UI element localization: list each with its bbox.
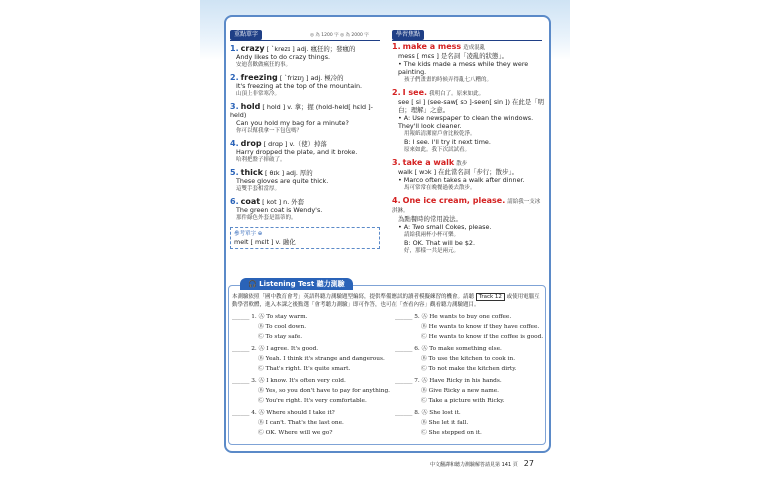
word-info: [ hold ] v. 拿；握 (hold-held[ hɛld ]-held): [230, 103, 373, 119]
question-head: [232, 312, 307, 322]
question-number: 8.: [414, 410, 420, 416]
focus-note: mess [ mɛs ] 是名詞「凌亂的狀態」。: [398, 52, 509, 60]
focus-line: B: I see. I'll try it next time.: [404, 138, 491, 146]
vocab-list: [230, 45, 385, 249]
focus-note: see [ si ] (see-saw[ sɔ ]-seen[ sin ]) 在此是「明白；理解」之意。: [398, 98, 544, 114]
vocab-entry: [230, 103, 385, 135]
focus-zh: 請給我一支冰淇淋。: [392, 199, 541, 214]
answer-blank[interactable]: ______: [395, 346, 415, 352]
focus-phrase: One ice cream, please.: [402, 196, 506, 205]
question-number: 2.: [251, 346, 257, 352]
headword: coat: [240, 197, 261, 206]
focus-line: 請給我兩杯小杯可樂。: [404, 232, 460, 238]
option: Ⓒ You're right. It's very comfortable.: [258, 398, 367, 404]
option: Ⓑ He wants to know if they have coffee.: [421, 324, 540, 330]
option: Ⓒ To not make the kitchen dirty.: [421, 366, 517, 372]
focus-zh: 散步: [456, 161, 468, 167]
entry-head: [230, 103, 385, 119]
example-en: Andy likes to do crazy things.: [236, 53, 331, 61]
example-en: Can you hold my bag for a minute?: [236, 119, 349, 127]
question-head: [395, 312, 543, 322]
answer-blank[interactable]: ______: [232, 410, 252, 416]
page-number: 27: [523, 459, 534, 468]
option: Ⓑ Yes, so you don't have to pay for anything.: [258, 388, 391, 394]
footer-note: 中文翻譯和聽力測驗解答請見第 141 頁: [430, 462, 518, 468]
option: Ⓑ Yeah. I think it's strange and dangerous.: [258, 356, 385, 362]
question: [395, 344, 517, 374]
option: Ⓑ I can't. That's the last one.: [258, 420, 344, 426]
answer-blank[interactable]: ______: [395, 314, 415, 320]
entry-number: 5.: [230, 168, 239, 177]
answer-blank[interactable]: ______: [232, 378, 252, 384]
listening-tag: 🎧 Listening Test 聽力測驗: [240, 278, 353, 290]
focus-zh: 我明白了。原來如此。: [429, 91, 485, 97]
example-en: It's freezing at the top of the mountain.: [236, 82, 363, 90]
option: Ⓒ Take a picture with Ricky.: [421, 398, 505, 404]
entry-number: 3.: [230, 102, 239, 111]
headword: thick: [240, 168, 263, 177]
vocab-levels: ◎ 為 1200 字 ◎ 為 2000 字: [310, 33, 369, 38]
answer-blank[interactable]: ______: [395, 378, 415, 384]
example-en: The green coat is Wendy's.: [236, 206, 323, 214]
listening-title: Listening Test 聽力測驗: [259, 280, 345, 288]
option: Ⓑ To cool down.: [258, 324, 307, 330]
focus-entry: [392, 159, 544, 192]
question-head: [395, 376, 505, 386]
focus-line: 孩子們畫畫的時候弄得亂七八糟的。: [404, 77, 493, 83]
question: [395, 312, 543, 342]
focus-head: [392, 43, 544, 52]
answer-blank[interactable]: ______: [395, 410, 415, 416]
option: Ⓑ She let it fall.: [421, 420, 469, 426]
option: Ⓐ I know. It's often very cold.: [258, 378, 346, 384]
vocab-entry: [230, 198, 385, 222]
focus-phrase: make a mess: [402, 42, 462, 51]
example-zh: 這雙手套相當厚。: [236, 186, 281, 192]
example-zh: 那件綠色外套是溫蒂的。: [236, 215, 297, 221]
entry-number: 6.: [230, 197, 239, 206]
divider: [230, 40, 380, 41]
example-zh: 哈利把盤子摔破了。: [236, 157, 286, 163]
question-head: [232, 376, 390, 386]
focus-head: [392, 159, 544, 168]
word-info: [ θɪk ] adj. 厚的: [265, 169, 313, 177]
option: Ⓒ To stay safe.: [258, 334, 303, 340]
question-number: 3.: [251, 378, 257, 384]
question-number: 4.: [251, 410, 257, 416]
intro-text: 或使用電腦互動學習軟體，進入本課之後點選「會考聽力測驗」即可作答，也可在「查看內容」觀看聽力測驗題目。: [232, 294, 540, 308]
question-number: 7.: [414, 378, 420, 384]
entry-head: [230, 45, 385, 53]
footer: [430, 459, 534, 468]
answer-blank[interactable]: ______: [232, 346, 252, 352]
example-zh: 安迪喜歡做瘋狂的事。: [236, 62, 292, 68]
question: [395, 376, 505, 406]
option: Ⓐ To stay warm.: [258, 314, 308, 320]
focus-line: • A: Use newspaper to clean the windows. They'll look cleaner.: [398, 114, 534, 130]
focus-list: [392, 43, 544, 260]
option: Ⓐ Where should I take it?: [258, 410, 335, 416]
focus-number: 1.: [392, 42, 401, 51]
focus-line: • A: Two small Cokes, please.: [398, 223, 492, 231]
focus-phrase: take a walk: [402, 158, 455, 167]
focus-head: [392, 89, 544, 98]
focus-number: 4.: [392, 196, 401, 205]
question-head: [395, 408, 482, 418]
focus-line: 用報紙清潔窗戶會比較乾淨。: [404, 131, 476, 137]
entry-head: [230, 140, 385, 148]
question: [232, 344, 385, 374]
focus-line: • Marco often takes a walk after dinner.: [398, 176, 525, 184]
headword: drop: [240, 139, 262, 148]
example-zh: 山頂上非常寒冷。: [236, 91, 281, 97]
entry-head: [230, 74, 385, 82]
entry-number: 1.: [230, 44, 239, 53]
word-info: [ drɑp ] v.（使）掉落: [263, 140, 327, 148]
example-zh: 你可以幫我拿一下包包嗎？: [236, 128, 303, 134]
word-info: [ ˋkrezɪ ] adj. 瘋狂的；發瘋的: [266, 45, 356, 53]
option: Ⓒ She stepped on it.: [421, 430, 482, 436]
focus-phrase: I see.: [402, 88, 428, 97]
question-number: 5.: [414, 314, 420, 320]
focus-number: 2.: [392, 88, 401, 97]
option: Ⓒ OK. Where will we go?: [258, 430, 333, 436]
option: Ⓐ He wants to buy one coffee.: [421, 314, 512, 320]
option: Ⓑ To use the kitchen to cook in.: [421, 356, 516, 362]
option: Ⓒ He wants to know if the coffee is good.: [421, 334, 544, 340]
vocab-entry: [230, 74, 385, 98]
example-en: Harry dropped the plate, and it broke.: [236, 148, 358, 156]
question: [232, 408, 344, 438]
word-info: [ ˋfrizɪŋ ] adj. 極冷的: [279, 74, 344, 82]
question: [232, 312, 307, 342]
focus-line: • The kids made a mess while they were painting.: [398, 60, 529, 76]
divider: [392, 40, 542, 41]
question: [395, 408, 482, 438]
track-label: Track 12: [476, 293, 505, 301]
option: Ⓐ She lost it.: [421, 410, 461, 416]
focus-line: 原來如此。我下次試試看。: [404, 147, 471, 153]
focus-line: 馬可常常在晚餐過後去散步。: [404, 185, 476, 191]
example-en: These gloves are quite thick.: [236, 177, 329, 185]
vocab-tag: 重點單字: [230, 30, 262, 40]
focus-tag: 學習焦點: [392, 30, 424, 40]
intro-text: 本測驗依照「國中教育會考」英語科聽力測驗題型編寫，提供準備應試的讀者模擬練習的機會。請聽: [232, 294, 475, 300]
question-number: 6.: [414, 346, 420, 352]
focus-entry: [392, 43, 544, 84]
question: [232, 376, 390, 406]
focus-entry: [392, 197, 544, 255]
focus-head: [392, 197, 544, 215]
entry-number: 2.: [230, 73, 239, 82]
question-number: 1.: [251, 314, 257, 320]
focus-number: 3.: [392, 158, 401, 167]
headword: freezing: [240, 73, 278, 82]
option: Ⓑ Give Ricky a new name.: [421, 388, 499, 394]
vocab-entry: [230, 169, 385, 193]
option: Ⓒ That's right. It's quite smart.: [258, 366, 351, 372]
question-head: [395, 344, 517, 354]
vocab-entry: [230, 45, 385, 69]
reference-box: [230, 227, 380, 249]
focus-note: walk [ wɔk ] 在此當名詞「步行；散步」。: [398, 168, 519, 176]
option: Ⓐ To make something else.: [421, 346, 502, 352]
focus-zh: 造成混亂: [463, 45, 486, 51]
question-head: [232, 344, 385, 354]
headword: hold: [240, 102, 261, 111]
focus-entry: [392, 89, 544, 154]
reference-title: 參考單字 ⊕: [234, 231, 263, 237]
question-head: [232, 408, 344, 418]
reference-text: melt [ mɛlt ] v. 融化: [234, 238, 296, 246]
focus-line: 好，那樣一共是兩元。: [404, 248, 460, 254]
option: Ⓐ Have Ricky in his hands.: [421, 378, 502, 384]
focus-line: B: OK. That will be $2.: [404, 239, 476, 247]
focus-note: 為點餐時的常用說法。: [398, 215, 462, 223]
entry-head: [230, 198, 385, 206]
vocab-entry: [230, 140, 385, 164]
entry-number: 4.: [230, 139, 239, 148]
option: Ⓐ I agree. It's good.: [258, 346, 319, 352]
entry-head: [230, 169, 385, 177]
listening-intro: [232, 293, 544, 309]
headword: crazy: [240, 44, 265, 53]
word-info: [ kot ] n. 外套: [262, 198, 305, 206]
answer-blank[interactable]: ______: [232, 314, 252, 320]
